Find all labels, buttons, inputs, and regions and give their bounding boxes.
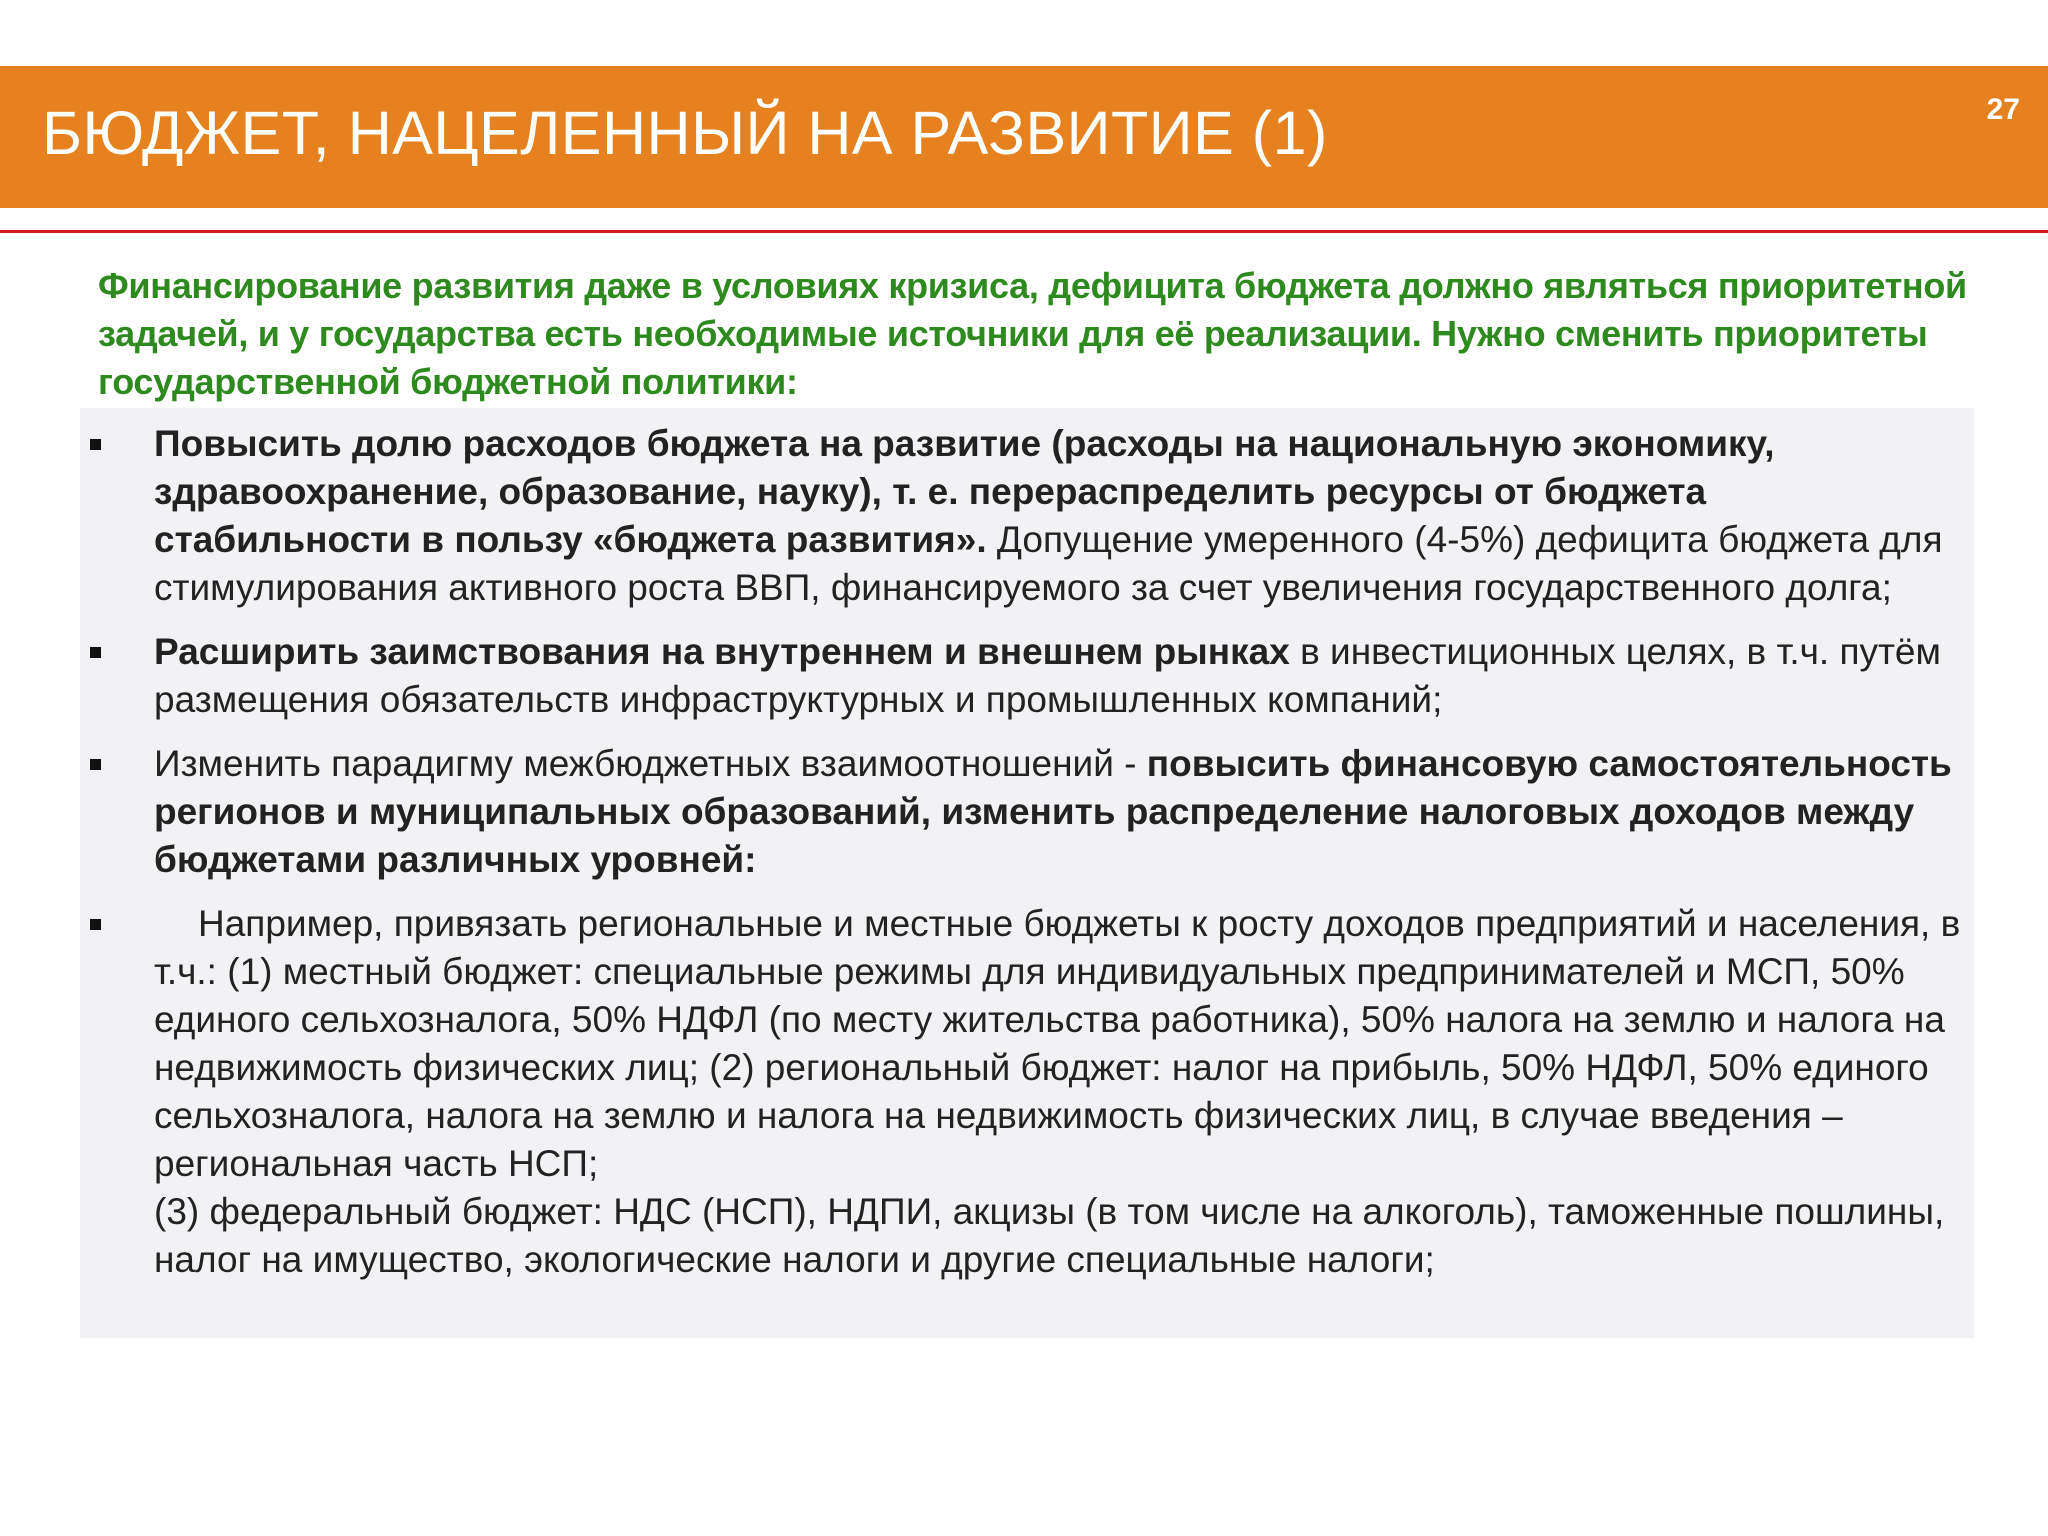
bullet-2-text: в инвестиционных целях, в т.ч. путём размещения обязательств инфраструктурных и промышленных компаний; <box>154 631 1941 720</box>
bullet-4-text-continued: (3) федеральный бюджет: НДС (НСП), НДПИ, акцизы (в том числе на алкоголь), таможенные пошлины, налог на имущество, экологические налоги и другие специальные налоги; <box>154 1191 1945 1280</box>
bullet-3-text: Изменить парадигму межбюджетных взаимоотношений - <box>154 743 1147 784</box>
bullet-item-3 <box>80 740 1974 884</box>
bullet-4-text: Например, привязать региональные и местные бюджеты к росту доходов предприятий и населения, в т.ч.: (1) местный бюджет: специальные режимы для индивидуальных предпринимателей и МСП, 50% единого сельхозналога, 50% НДФЛ (по месту жительства работника), 50% налога на землю и налога на недвижимость физических лиц; (2) региональный бюджет: налог на прибыль, 50% НДФЛ, 50% единого сельхозналога, налога на землю и налога на недвижимость физических лиц, в случае введения – региональная часть НСП; <box>154 903 1961 1184</box>
intro-text: Финансирование развития даже в условиях кризиса, дефицита бюджета должно являться приоритетной задачей, и у государства есть необходимые источники для её реализации. Нужно сменить приоритеты государственной бюджетной политики: <box>98 265 1967 402</box>
divider-line <box>0 230 2048 233</box>
slide-title: БЮДЖЕТ, НАЦЕЛЕННЫЙ НА РАЗВИТИЕ (1) <box>42 99 1328 167</box>
page-number: 27 <box>1986 93 2020 126</box>
bullet-3-bold: повысить финансовую самостоятельность регионов и муниципальных образований, изменить распределение налоговых доходов между бюджетами различных уровней: <box>154 743 1952 880</box>
bullet-2-bold: Расширить заимствования на внутреннем и внешнем рынках <box>154 631 1290 672</box>
bullet-item-1 <box>80 420 1974 612</box>
bullet-1-text: Допущение умеренного (4-5%) дефицита бюджета для стимулирования активного роста ВВП, финансируемого за счет увеличения государственного долга; <box>154 519 1943 608</box>
bullet-1-bold: Повысить долю расходов бюджета на развитие (расходы на национальную экономику, здравоохранение, образование, науку), т. е. перераспределить ресурсы от бюджета стабильности в пользу «бюджета развития». <box>154 423 1775 560</box>
square-bullet-icon <box>90 919 101 930</box>
bullet-item-4 <box>80 900 1974 1284</box>
content-box <box>80 408 1974 1338</box>
square-bullet-icon <box>90 647 101 658</box>
bullet-item-2 <box>80 628 1974 724</box>
square-bullet-icon <box>90 759 101 770</box>
bullet-list <box>80 420 1974 1300</box>
square-bullet-icon <box>90 439 101 450</box>
